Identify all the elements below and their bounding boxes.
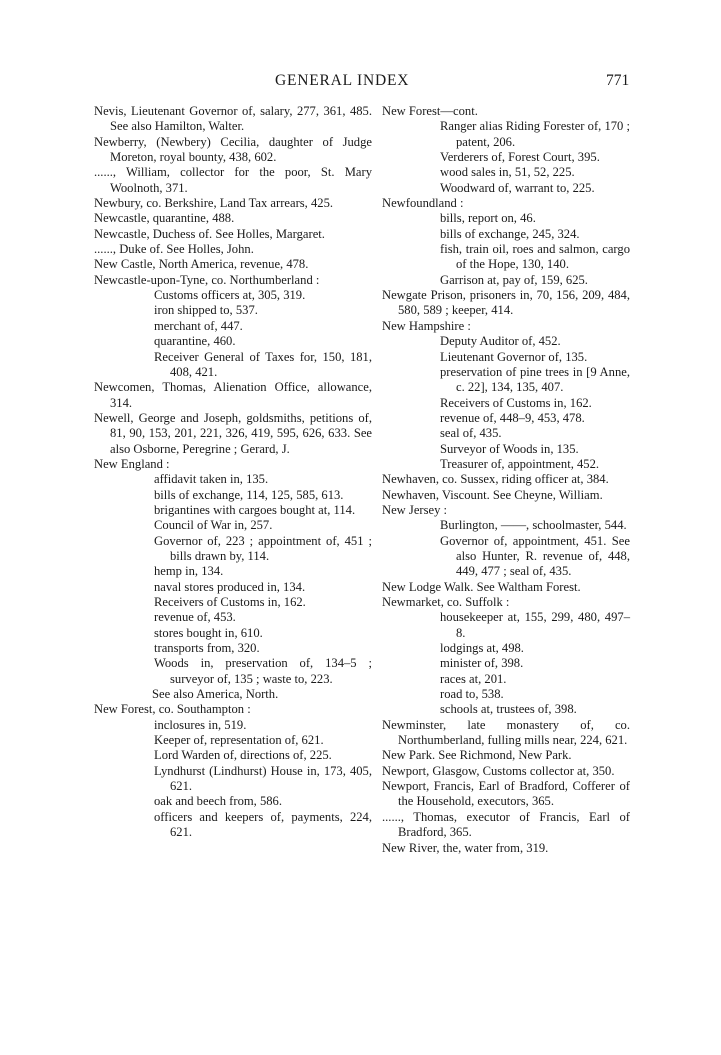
- index-entry: Newberry, (Newbery) Cecilia, daughter of Judge Moreton, royal bounty, 438, 602.: [94, 134, 372, 165]
- index-subentry: Lyndhurst (Lindhurst) House in, 173, 405, 621.: [154, 763, 372, 794]
- index-subentry: merchant of, 447.: [154, 318, 243, 333]
- index-subentry: officers and keepers of, payments, 224, 621.: [154, 809, 372, 840]
- index-subentry: Receivers of Customs in, 162.: [154, 595, 306, 609]
- index-subentry: Governor of, appointment, 451. See also Hunter, R. revenue of, 448, 449, 477 ; seal of, 435.: [440, 533, 630, 579]
- index-entry: New Park. See Richmond, New Park.: [382, 748, 572, 763]
- running-title: GENERAL INDEX: [275, 72, 410, 89]
- index-subentry: inclosures in, 519.: [154, 717, 247, 732]
- index-entry: Nevis, Lieutenant Governor of, salary, 277, 361, 485. See also Hamilton, Walter.: [94, 104, 372, 134]
- index-subentry: seal of, 435.: [440, 426, 502, 441]
- index-entry: Newcastle-upon-Tyne, co. Northumberland :: [94, 272, 320, 287]
- index-subentry: brigantines with cargoes bought at, 114.: [154, 502, 356, 517]
- index-column-right: [382, 104, 630, 856]
- index-subentry: Council of War in, 257.: [154, 518, 273, 533]
- index-subentry: bills, report on, 46.: [440, 211, 536, 226]
- page-header: [0, 72, 721, 96]
- index-subentry: revenue of, 453.: [154, 610, 236, 625]
- index-entry: Newport, Glasgow, Customs collector at, 350.: [382, 763, 615, 778]
- index-subentry: bills of exchange, 114, 125, 585, 613.: [154, 487, 344, 502]
- index-entry: New Castle, North America, revenue, 478.: [94, 257, 309, 272]
- index-subentry: quarantine, 460.: [154, 334, 236, 349]
- index-entry: ......, Duke of. See Holles, John.: [94, 242, 254, 257]
- index-subentry: lodgings at, 498.: [440, 641, 524, 656]
- index-subentry: Deputy Auditor of, 452.: [440, 334, 561, 349]
- index-subentry: naval stores produced in, 134.: [154, 579, 306, 594]
- index-entry: New Hampshire :: [382, 318, 471, 333]
- index-entry: ......, William, collector for the poor, St. Mary Woolnoth, 371.: [94, 165, 372, 195]
- index-subentry: Lord Warden of, directions of, 225.: [154, 748, 332, 763]
- index-subentry: Treasurer of, appointment, 452.: [440, 456, 600, 471]
- index-entry: Newcomen, Thomas, Alienation Office, allowance, 314.: [94, 380, 372, 410]
- index-entry: Newcastle, quarantine, 488.: [94, 211, 235, 226]
- index-subentry: Burlington, ——, schoolmaster, 544.: [440, 518, 627, 533]
- index-subentry: road to, 538.: [440, 687, 504, 702]
- index-subentry: housekeeper at, 155, 299, 480, 497–8.: [440, 610, 630, 640]
- index-subentry: affidavit taken in, 135.: [154, 472, 269, 487]
- index-entry: New River, the, water from, 319.: [382, 840, 549, 855]
- index-subentry: Keeper of, representation of, 621.: [154, 733, 324, 748]
- index-entry: Newell, George and Joseph, goldsmiths, petitions of, 81, 90, 153, 201, 221, 326, 419, 595, 626, 633. See also Osborne, Peregrine ; Gerard, J.: [94, 410, 372, 456]
- index-entry: Newbury, co. Berkshire, Land Tax arrears, 425.: [94, 196, 334, 211]
- index-subentry: Customs officers at, 305, 319.: [154, 288, 306, 303]
- index-entry: Newcastle, Duchess of. See Holles, Margaret.: [94, 226, 325, 241]
- index-subentry: Governor of, 223 ; appointment of, 451 ; bills drawn by, 114.: [154, 533, 372, 563]
- index-subentry: Ranger alias Riding Forester of, 170 ; patent, 206.: [440, 119, 630, 149]
- index-subentry: Receiver General of Taxes for, 150, 181, 408, 421.: [154, 349, 372, 379]
- index-subentry: See also America, North.: [152, 687, 279, 702]
- index-subentry: races at, 201.: [440, 671, 507, 686]
- index-subentry: hemp in, 134.: [154, 564, 224, 579]
- index-subentry: minister of, 398.: [440, 656, 524, 671]
- index-entry: ......, Thomas, executor of Francis, Earl of Bradford, 365.: [382, 809, 630, 840]
- index-entry: New Forest—cont.: [382, 104, 478, 118]
- index-subentry: Woodward of, warrant to, 225.: [440, 180, 595, 195]
- index-subentry: transports from, 320.: [154, 641, 260, 656]
- index-subentry: oak and beech from, 586.: [154, 794, 282, 809]
- index-entry: Newhaven, Viscount. See Cheyne, William.: [382, 487, 603, 502]
- index-subentry: Woods in, preservation of, 134–5 ; surveyor of, 135 ; waste to, 223.: [154, 656, 372, 686]
- index-entry: New Forest, co. Southampton :: [94, 702, 251, 717]
- index-subentry: Surveyor of Woods in, 135.: [440, 441, 579, 456]
- index-entry: Newgate Prison, prisoners in, 70, 156, 209, 484, 580, 589 ; keeper, 414.: [382, 288, 630, 318]
- index-subentry: revenue of, 448–9, 453, 478.: [440, 410, 585, 425]
- index-entry: Newhaven, co. Sussex, riding officer at, 384.: [382, 472, 609, 487]
- page-number: 771: [606, 72, 630, 89]
- index-subentry: wood sales in, 51, 52, 225.: [440, 165, 575, 180]
- index-subentry: preservation of pine trees in [9 Anne, c. 22], 134, 135, 407.: [440, 364, 630, 395]
- index-entry: Newport, Francis, Earl of Bradford, Cofferer of the Household, executors, 365.: [382, 779, 630, 809]
- index-subentry: stores bought in, 610.: [154, 625, 263, 640]
- index-entry: New England :: [94, 456, 170, 471]
- index-subentry: iron shipped to, 537.: [154, 303, 258, 318]
- index-entry: New Lodge Walk. See Waltham Forest.: [382, 579, 581, 594]
- index-subentry: bills of exchange, 245, 324.: [440, 226, 580, 241]
- index-subentry: schools at, trustees of, 398.: [440, 702, 577, 717]
- index-subentry: Receivers of Customs in, 162.: [440, 395, 592, 410]
- index-subentry: Verderers of, Forest Court, 395.: [440, 150, 600, 165]
- index-column-left: [94, 104, 372, 841]
- index-subentry: Lieutenant Governor of, 135.: [440, 349, 588, 364]
- index-entry: Newminster, late monastery of, co. Northumberland, fulling mills near, 224, 621.: [382, 717, 630, 748]
- index-entry: New Jersey :: [382, 502, 448, 517]
- index-entry: Newmarket, co. Suffolk :: [382, 595, 510, 609]
- index-subentry: Garrison at, pay of, 159, 625.: [440, 272, 588, 287]
- index-entry: Newfoundland :: [382, 196, 464, 211]
- index-subentry: fish, train oil, roes and salmon, cargo of the Hope, 130, 140.: [440, 242, 630, 272]
